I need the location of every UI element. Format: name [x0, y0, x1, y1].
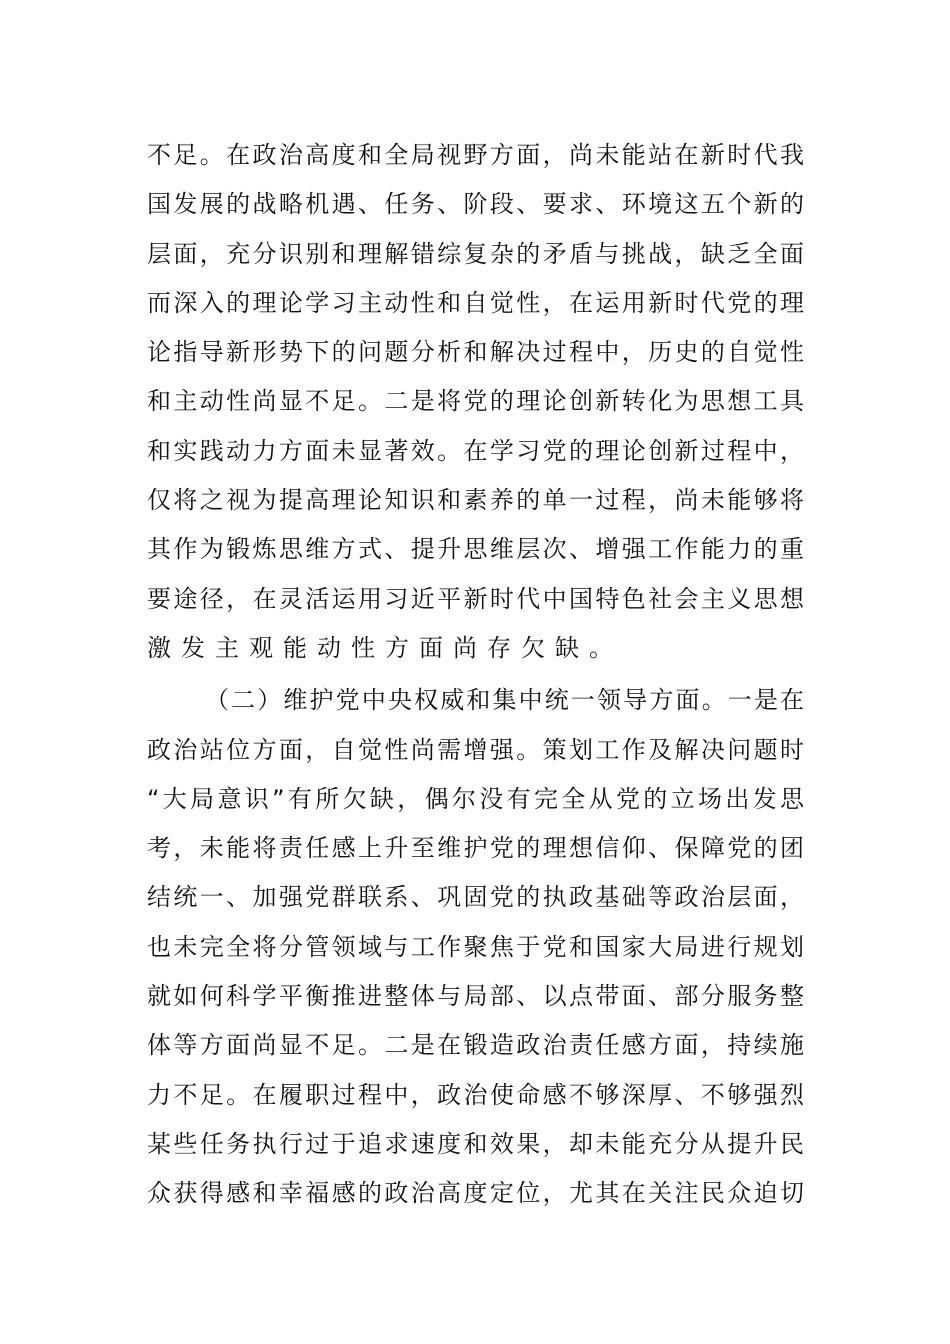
text-line: 不足。在政治高度和全局视野方面，尚未能站在新时代我: [147, 141, 804, 169]
text-line: 要途径，在灵活运用习近平新时代中国特色社会主义思想: [147, 584, 804, 613]
paragraph-1: [147, 131, 804, 673]
document-page: [147, 131, 804, 1219]
text-line: 论指导新形势下的问题分析和解决过程中，历史的自觉性: [147, 338, 804, 367]
section-heading-line: （二）维护党中央权威和集中统一领导方面。一是在: [205, 686, 804, 715]
text-line: 和主动性尚显不足。二是将党的理论创新转化为思想工具: [147, 387, 804, 416]
text-line: 众获得感和幸福感的政治高度定位，尤其在关注民众迫切: [147, 1179, 804, 1208]
text-line: 其作为锻炼思维方式、提升思维层次、增强工作能力的重: [147, 535, 804, 564]
text-line: “大局意识”有所欠缺，偶尔没有完全从党的立场出发思: [147, 784, 804, 813]
text-line: 力不足。在履职过程中，政治使命感不够深厚、不够强烈: [147, 1080, 804, 1109]
text-line: 体等方面尚显不足。二是在锻造政治责任感方面，持续施: [147, 1031, 804, 1060]
text-line: 政治站位方面，自觉性尚需增强。策划工作及解决问题时: [147, 735, 804, 764]
text-line: 也未完全将分管领域与工作聚焦于党和国家大局进行规划: [147, 932, 804, 961]
text-line: 就如何科学平衡推进整体与局部、以点带面、部分服务整: [147, 982, 804, 1011]
text-line: 结统一、加强党群联系、巩固党的执政基础等政治层面，: [147, 883, 804, 912]
text-line: 仅将之视为提高理论知识和素养的单一过程，尚未能够将: [147, 486, 804, 515]
text-line: 激发主观能动性方面尚存欠缺。: [147, 633, 623, 662]
paragraph-2: [147, 676, 804, 1218]
text-line: 和实践动力方面未显著效。在学习党的理论创新过程中，: [147, 436, 804, 465]
text-line: 国发展的战略机遇、任务、阶段、要求、环境这五个新的: [147, 190, 804, 219]
text-line: 考，未能将责任感上升至维护党的理想信仰、保障党的团: [147, 834, 804, 863]
text-line: 而深入的理论学习主动性和自觉性，在运用新时代党的理: [147, 288, 804, 317]
text-line: 某些任务执行过于追求速度和效果，却未能充分从提升民: [147, 1129, 804, 1158]
text-line: 层面，充分识别和理解错综复杂的矛盾与挑战，缺乏全面: [147, 239, 804, 268]
